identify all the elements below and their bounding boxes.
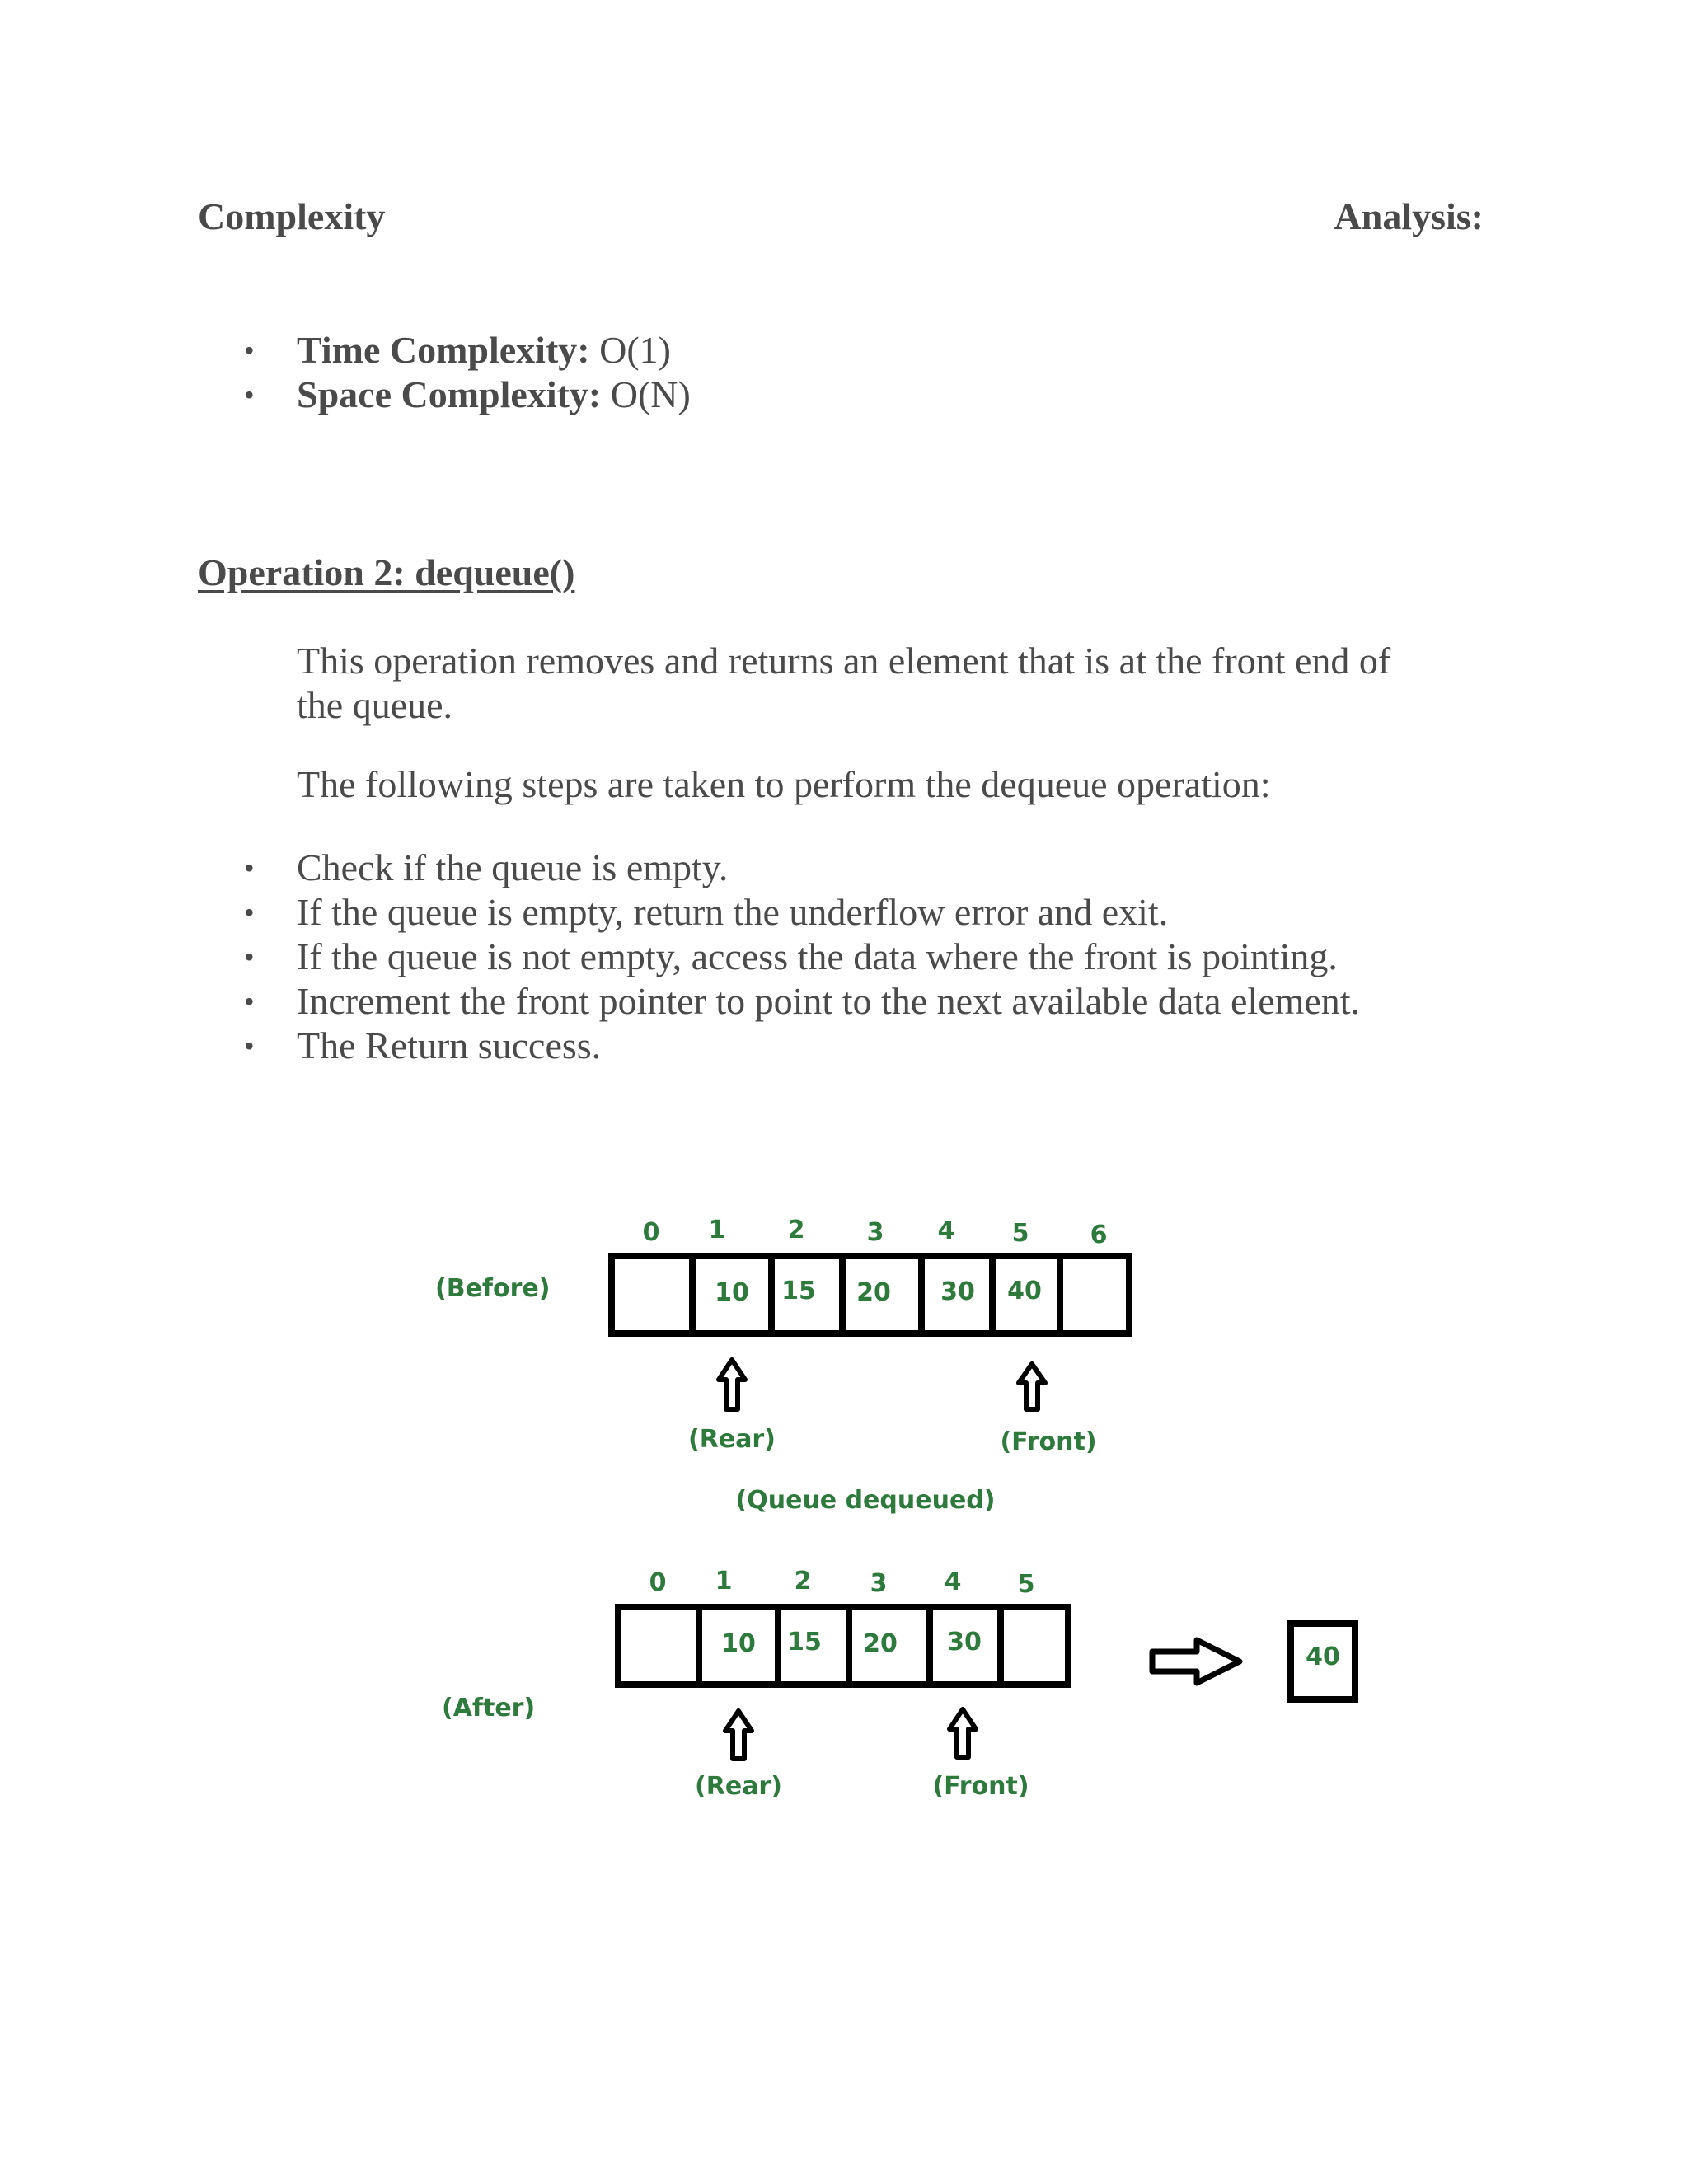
up-arrow-icon [950,1709,976,1757]
up-arrow-icon [719,1360,745,1409]
step-text: Increment the front pointer to point to the next available data element. [297,980,1361,1022]
heading-right: Analysis: [1334,195,1484,237]
step-text: Check if the queue is empty. [297,846,729,888]
index-label: 3 [866,1218,884,1247]
complexity-label: Time Complexity: [297,329,590,371]
cell-value: 30 [947,1628,982,1657]
cell-value: 10 [715,1278,749,1307]
bullet-icon: • [244,1029,255,1062]
bullet-icon: • [244,985,255,1018]
cell-value: 15 [787,1628,822,1657]
rear-label: (Rear) [688,1425,776,1454]
complexity-label: Space Complexity: [297,373,602,415]
front-label: (Front) [932,1772,1029,1801]
index-label: 0 [642,1218,660,1247]
complexity-value: O(N) [601,373,691,415]
cell-value: 20 [856,1278,891,1307]
index-label: 5 [1017,1570,1035,1599]
cell-value: 15 [781,1277,816,1305]
bullet-icon: • [244,851,255,884]
index-label: 1 [708,1216,726,1244]
operation-title: Operation 2: dequeue() [198,551,575,593]
removed-value: 40 [1306,1643,1340,1671]
index-label: 4 [937,1216,955,1245]
bullet-icon: • [244,896,255,929]
cell-value: 20 [863,1629,898,1658]
complexity-value: O(1) [589,329,671,371]
cell-value: 10 [721,1629,756,1658]
index-label: 6 [1090,1221,1108,1249]
index-label: 3 [870,1569,888,1598]
queue-cell [1060,1256,1129,1333]
cell-value: 30 [940,1277,975,1306]
step-text: If the queue is empty, return the underflow error and exit. [297,891,1169,933]
cell-value: 40 [1007,1277,1042,1305]
description-paragraph: This operation removes and returns an element that is at the front end of the queue. [297,640,1391,726]
up-arrow-icon [725,1711,752,1759]
bullet-icon: • [244,334,255,367]
diagram-caption: (Queue dequeued) [735,1486,996,1515]
index-label: 2 [794,1567,812,1596]
bullet-icon: • [244,378,255,411]
up-arrow-icon [1019,1364,1045,1409]
heading-left: Complexity [198,195,386,237]
queue-cell [1001,1607,1068,1685]
index-label: 1 [715,1567,733,1596]
step-text: If the queue is not empty, access the data where the front is pointing. [297,935,1338,977]
index-label: 2 [787,1216,805,1244]
step-text: The Return success. [297,1024,602,1066]
right-arrow-icon [1152,1640,1240,1683]
steps-intro-paragraph: The following steps are taken to perform the dequeue operation: [297,763,1271,805]
before-label: (Before) [435,1274,551,1303]
index-label: 5 [1011,1219,1029,1248]
after-label: (After) [442,1694,536,1722]
index-label: 0 [649,1568,667,1597]
rear-label: (Rear) [695,1772,782,1801]
front-label: (Front) [1000,1427,1097,1456]
index-label: 4 [944,1568,962,1596]
queue-cell [612,1256,692,1333]
bullet-icon: • [244,940,255,973]
queue-cell [618,1607,699,1685]
